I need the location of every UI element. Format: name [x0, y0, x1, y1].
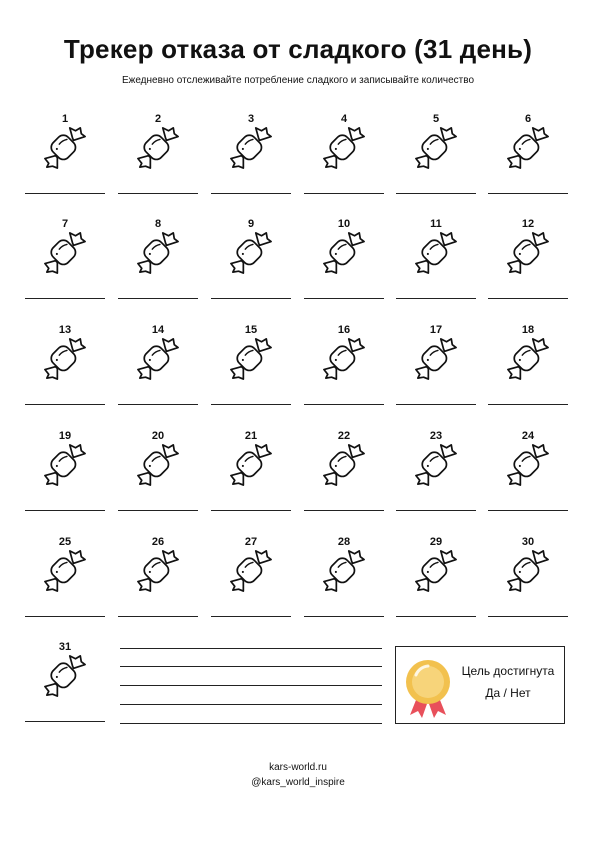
candy-icon — [43, 126, 87, 170]
candy-icon — [322, 549, 366, 593]
day-cell — [25, 641, 105, 741]
day-number: 4 — [340, 113, 348, 125]
day-cell — [118, 113, 198, 213]
notes-line[interactable] — [120, 648, 382, 649]
day-cell — [396, 218, 476, 318]
candy-icon — [414, 126, 458, 170]
day-cell — [304, 218, 384, 318]
day-number: 20 — [151, 430, 165, 442]
page-title: Трекер отказа от сладкого (31 день) — [63, 34, 533, 64]
day-cell — [211, 536, 291, 636]
day-number: 1 — [61, 113, 69, 125]
day-entry-line[interactable] — [118, 510, 198, 511]
day-cell — [211, 113, 291, 213]
day-number: 19 — [58, 430, 72, 442]
day-entry-line[interactable] — [118, 193, 198, 194]
candy-icon — [506, 443, 550, 487]
footer-handle[interactable]: @kars_world_inspire — [251, 777, 345, 788]
day-cell — [25, 430, 105, 530]
candy-icon — [43, 231, 87, 275]
candy-icon — [506, 231, 550, 275]
candy-icon — [506, 126, 550, 170]
day-entry-line[interactable] — [396, 298, 476, 299]
candy-icon — [506, 337, 550, 381]
candy-icon — [414, 231, 458, 275]
day-cell — [488, 324, 568, 424]
day-number: 8 — [154, 218, 162, 230]
candy-icon — [229, 231, 273, 275]
goal-label: Цель достигнута — [461, 664, 555, 678]
candy-icon — [414, 443, 458, 487]
day-entry-line[interactable] — [118, 298, 198, 299]
day-cell — [488, 113, 568, 213]
day-cell — [118, 218, 198, 318]
day-cell — [25, 113, 105, 213]
day-cell — [396, 324, 476, 424]
day-cell — [211, 430, 291, 530]
candy-icon — [136, 443, 180, 487]
day-entry-line[interactable] — [396, 404, 476, 405]
day-cell — [25, 218, 105, 318]
day-number: 17 — [429, 324, 443, 336]
day-number: 6 — [524, 113, 532, 125]
day-number: 7 — [61, 218, 69, 230]
day-number: 25 — [58, 536, 72, 548]
candy-icon — [43, 443, 87, 487]
day-cell — [396, 536, 476, 636]
day-cell — [304, 430, 384, 530]
notes-line[interactable] — [120, 666, 382, 667]
candy-icon — [322, 126, 366, 170]
candy-icon — [43, 654, 87, 698]
day-number: 10 — [337, 218, 351, 230]
day-number: 27 — [244, 536, 258, 548]
day-cell — [304, 324, 384, 424]
day-entry-line[interactable] — [304, 404, 384, 405]
candy-icon — [322, 231, 366, 275]
day-entry-line[interactable] — [396, 193, 476, 194]
day-entry-line[interactable] — [488, 616, 568, 617]
day-number: 23 — [429, 430, 443, 442]
day-number: 15 — [244, 324, 258, 336]
candy-icon — [136, 231, 180, 275]
day-entry-line[interactable] — [304, 193, 384, 194]
notes-line[interactable] — [120, 723, 382, 724]
day-cell — [118, 430, 198, 530]
candy-icon — [322, 337, 366, 381]
day-entry-line[interactable] — [118, 616, 198, 617]
day-entry-line[interactable] — [488, 510, 568, 511]
day-number: 30 — [521, 536, 535, 548]
day-number: 18 — [521, 324, 535, 336]
day-entry-line[interactable] — [25, 616, 105, 617]
candy-icon — [414, 549, 458, 593]
notes-line[interactable] — [120, 685, 382, 686]
day-entry-line[interactable] — [304, 510, 384, 511]
day-entry-line[interactable] — [25, 721, 105, 722]
day-cell — [396, 113, 476, 213]
day-number: 2 — [154, 113, 162, 125]
medal-icon — [402, 655, 454, 719]
candy-icon — [322, 443, 366, 487]
day-number: 29 — [429, 536, 443, 548]
page-subtitle: Ежедневно отслеживайте потребление сладкого и записывайте количество — [121, 75, 475, 86]
day-cell — [304, 536, 384, 636]
day-cell — [25, 536, 105, 636]
candy-icon — [136, 549, 180, 593]
day-number: 16 — [337, 324, 351, 336]
day-entry-line[interactable] — [25, 510, 105, 511]
day-number: 11 — [430, 218, 442, 230]
day-entry-line[interactable] — [211, 298, 291, 299]
day-number: 24 — [521, 430, 535, 442]
day-entry-line[interactable] — [396, 616, 476, 617]
day-entry-line[interactable] — [211, 616, 291, 617]
candy-icon — [43, 337, 87, 381]
notes-line[interactable] — [120, 704, 382, 705]
footer-site[interactable]: kars-world.ru — [269, 762, 327, 773]
day-cell — [488, 218, 568, 318]
day-cell — [488, 536, 568, 636]
day-entry-line[interactable] — [396, 510, 476, 511]
day-cell — [25, 324, 105, 424]
goal-choice[interactable]: Да / Нет — [485, 686, 531, 700]
day-number: 5 — [432, 113, 440, 125]
day-number: 12 — [521, 218, 535, 230]
day-entry-line[interactable] — [211, 404, 291, 405]
day-entry-line[interactable] — [25, 298, 105, 299]
day-entry-line[interactable] — [211, 193, 291, 194]
candy-icon — [414, 337, 458, 381]
candy-icon — [136, 337, 180, 381]
day-number: 21 — [244, 430, 258, 442]
candy-icon — [43, 549, 87, 593]
day-number: 9 — [247, 218, 255, 230]
candy-icon — [229, 443, 273, 487]
day-cell — [488, 430, 568, 530]
day-entry-line[interactable] — [25, 193, 105, 194]
candy-icon — [229, 337, 273, 381]
day-entry-line[interactable] — [304, 298, 384, 299]
day-entry-line[interactable] — [304, 616, 384, 617]
day-entry-line[interactable] — [25, 404, 105, 405]
day-entry-line[interactable] — [211, 510, 291, 511]
day-entry-line[interactable] — [488, 193, 568, 194]
day-cell — [118, 324, 198, 424]
day-number: 3 — [247, 113, 255, 125]
day-cell — [118, 536, 198, 636]
day-entry-line[interactable] — [488, 404, 568, 405]
day-cell — [304, 113, 384, 213]
day-number: 28 — [337, 536, 351, 548]
day-cell — [211, 324, 291, 424]
day-number: 26 — [151, 536, 165, 548]
day-entry-line[interactable] — [488, 298, 568, 299]
day-number: 31 — [58, 641, 72, 653]
day-cell — [211, 218, 291, 318]
candy-icon — [136, 126, 180, 170]
day-number: 14 — [151, 324, 165, 336]
candy-icon — [229, 126, 273, 170]
day-number: 22 — [337, 430, 351, 442]
day-cell — [396, 430, 476, 530]
day-number: 13 — [58, 324, 72, 336]
candy-icon — [506, 549, 550, 593]
day-entry-line[interactable] — [118, 404, 198, 405]
goal-box — [395, 646, 565, 724]
candy-icon — [229, 549, 273, 593]
